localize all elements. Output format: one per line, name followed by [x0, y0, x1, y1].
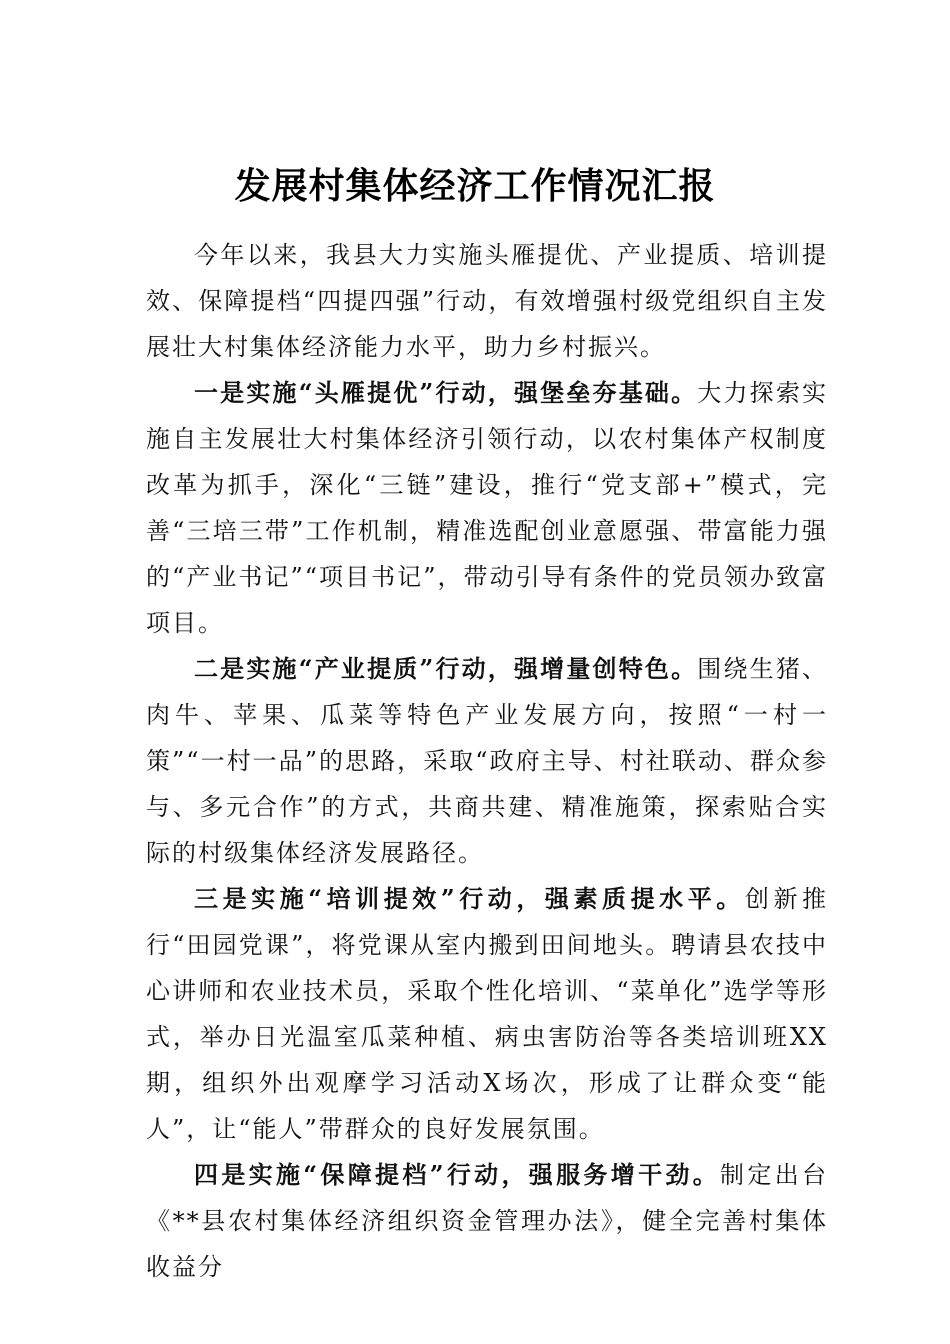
- paragraph-text: 大力探索实施自主发展壮大村集体经济引领行动，以农村集体产权制度改革为抓手，深化“三链”建设，推行“党支部+”模式，完善“三培三带”工作机制，精准选配创业意愿强、带富能力强的“产业书记”“项目书记”，带动引导有条件的党员领办致富项目。: [146, 379, 829, 637]
- paragraph-lead: 二是实施“产业提质”行动，强增量创特色。: [194, 654, 698, 683]
- paragraph-text: 今年以来，我县大力实施头雁提优、产业提质、培训提效、保障提档“四提四强”行动，有效增强村级党组织自主发展壮大村集体经济能力水平，助力乡村振兴。: [146, 241, 828, 361]
- paragraph-section-2: [146, 646, 828, 876]
- document-body: [146, 232, 828, 1290]
- paragraph-lead: 三是实施“培训提效”行动，强素质提水平。: [194, 884, 745, 913]
- paragraph-text: 制定出台《**县农村集体经济组织资金管理办法》，健全完善村集体收益分: [146, 1161, 829, 1281]
- paragraph-intro: [146, 232, 828, 370]
- paragraph-lead: 一是实施“头雁提优”行动，强堡垒夯基础。: [194, 378, 698, 407]
- paragraph-text: 围绕生猪、肉牛、苹果、瓜菜等特色产业发展方向，按照“一村一策”“一村一品”的思路，采取“政府主导、村社联动、群众参与、多元合作”的方式，共商共建、精准施策，探索贴合实际的村级集体经济发展路径。: [146, 655, 829, 867]
- paragraph-section-1: [146, 370, 828, 646]
- paragraph-section-4: [146, 1152, 828, 1290]
- paragraph-lead: 四是实施“保障提档”行动，强服务增干劲。: [194, 1160, 721, 1189]
- document-title: 发展村集体经济工作情况汇报: [234, 165, 716, 208]
- paragraph-text: 创新推行“田园党课”，将党课从室内搬到田间地头。聘请县农技中心讲师和农业技术员，采取个性化培训、“菜单化”选学等形式，举办日光温室瓜菜种植、病虫害防治等各类培训班XX期，组织外出观摩学习活动X场次，形成了让群众变“能人”，让“能人”带群众的良好发展氛围。: [146, 885, 829, 1143]
- paragraph-section-3: [146, 876, 828, 1152]
